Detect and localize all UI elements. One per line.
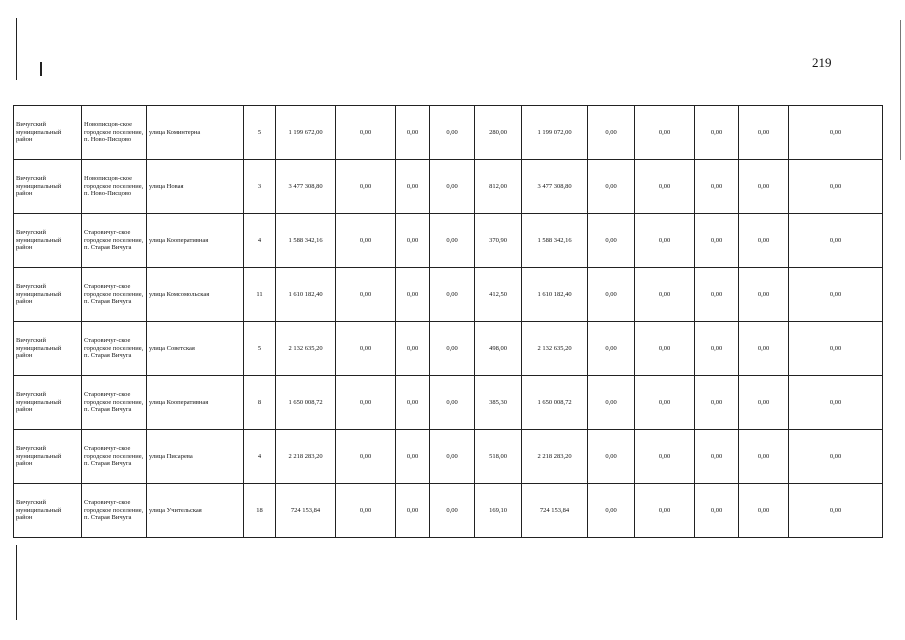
cell-sum: 1 650 008,72 [522,376,588,430]
page-number: 219 [812,55,832,70]
cell-v3: 0,00 [430,322,475,376]
cell-v1: 0,00 [336,484,396,538]
cell-v4: 0,00 [588,214,635,268]
cell-area: 370,90 [475,214,522,268]
table-row [14,106,883,160]
cell-total: 1 610 182,40 [276,268,336,322]
cell-v8: 0,00 [789,214,883,268]
cell-district: Вичугский муниципальный район [14,376,82,430]
cell-settlement: Старовичуг-ское городское поселение, п. Старая Вичуга [82,214,147,268]
cell-v8: 0,00 [789,268,883,322]
cell-house: 11 [244,268,276,322]
cell-total: 2 218 283,20 [276,430,336,484]
cell-v6: 0,00 [695,376,739,430]
cell-area: 498,00 [475,322,522,376]
cell-v1: 0,00 [336,268,396,322]
cell-house: 4 [244,214,276,268]
scan-mark [900,20,901,160]
table-row [14,160,883,214]
scan-mark [16,545,17,620]
cell-street: улица Кооперативная [147,214,244,268]
table-row [14,322,883,376]
cell-v2: 0,00 [396,322,430,376]
cell-v6: 0,00 [695,268,739,322]
cell-v2: 0,00 [396,160,430,214]
cell-settlement: Старовичуг-ское городское поселение, п. Старая Вичуга [82,322,147,376]
cell-v7: 0,00 [739,322,789,376]
cell-v4: 0,00 [588,430,635,484]
cell-area: 385,30 [475,376,522,430]
cell-district: Вичугский муниципальный район [14,268,82,322]
table-row [14,484,883,538]
cell-settlement: Новописцов-ское городское поселение, п. Ново-Писцово [82,160,147,214]
table-row [14,214,883,268]
cell-v6: 0,00 [695,106,739,160]
cell-v6: 0,00 [695,322,739,376]
cell-v2: 0,00 [396,214,430,268]
cell-v7: 0,00 [739,430,789,484]
cell-total: 1 199 672,00 [276,106,336,160]
cell-sum: 2 132 635,20 [522,322,588,376]
cell-street: улица Коминтерна [147,106,244,160]
cell-street: улица Новая [147,160,244,214]
cell-street: улица Кооперативная [147,376,244,430]
cell-v5: 0,00 [635,214,695,268]
cell-street: улица Советская [147,322,244,376]
cell-house: 4 [244,430,276,484]
scan-mark [16,18,17,80]
table-row [14,430,883,484]
cell-area: 812,00 [475,160,522,214]
cell-v5: 0,00 [635,322,695,376]
register-table [13,105,883,538]
cell-v2: 0,00 [396,106,430,160]
cell-v8: 0,00 [789,160,883,214]
cell-v7: 0,00 [739,484,789,538]
cell-v8: 0,00 [789,106,883,160]
cell-total: 1 650 008,72 [276,376,336,430]
cell-v7: 0,00 [739,160,789,214]
table-row [14,268,883,322]
cell-sum: 1 610 182,40 [522,268,588,322]
cell-v5: 0,00 [635,160,695,214]
cell-street: улица Писарева [147,430,244,484]
cell-v3: 0,00 [430,214,475,268]
cell-v7: 0,00 [739,106,789,160]
cell-v8: 0,00 [789,484,883,538]
cell-street: улица Комсомольская [147,268,244,322]
cell-v5: 0,00 [635,268,695,322]
cell-v5: 0,00 [635,430,695,484]
cell-settlement: Старовичуг-ское городское поселение, п. Старая Вичуга [82,376,147,430]
register-body [14,106,883,538]
cell-house: 5 [244,106,276,160]
cell-v7: 0,00 [739,376,789,430]
cell-house: 18 [244,484,276,538]
cell-v3: 0,00 [430,484,475,538]
cell-total: 724 153,84 [276,484,336,538]
cell-v1: 0,00 [336,160,396,214]
cell-v7: 0,00 [739,268,789,322]
table-row [14,376,883,430]
cell-area: 518,00 [475,430,522,484]
cell-v7: 0,00 [739,214,789,268]
cell-v1: 0,00 [336,322,396,376]
cell-settlement: Старовичуг-ское городское поселение, п. Старая Вичуга [82,268,147,322]
cell-house: 3 [244,160,276,214]
cell-v2: 0,00 [396,268,430,322]
cell-v4: 0,00 [588,106,635,160]
cell-street: улица Учительская [147,484,244,538]
cell-house: 8 [244,376,276,430]
cell-v4: 0,00 [588,376,635,430]
cell-v3: 0,00 [430,376,475,430]
cell-v3: 0,00 [430,268,475,322]
cell-district: Вичугский муниципальный район [14,322,82,376]
cell-v4: 0,00 [588,322,635,376]
cell-sum: 2 218 283,20 [522,430,588,484]
cell-sum: 724 153,84 [522,484,588,538]
cell-total: 2 132 635,20 [276,322,336,376]
cell-v8: 0,00 [789,322,883,376]
cell-house: 5 [244,322,276,376]
cell-settlement: Старовичуг-ское городское поселение, п. Старая Вичуга [82,430,147,484]
cell-settlement: Старовичуг-ское городское поселение, п. Старая Вичуга [82,484,147,538]
cell-sum: 1 199 072,00 [522,106,588,160]
cell-v1: 0,00 [336,430,396,484]
cell-area: 280,00 [475,106,522,160]
cell-v5: 0,00 [635,484,695,538]
cell-district: Вичугский муниципальный район [14,484,82,538]
cell-v3: 0,00 [430,160,475,214]
cell-v8: 0,00 [789,376,883,430]
cell-v2: 0,00 [396,484,430,538]
cell-district: Вичугский муниципальный район [14,214,82,268]
cell-total: 3 477 308,80 [276,160,336,214]
cell-area: 412,50 [475,268,522,322]
cell-v6: 0,00 [695,484,739,538]
cell-total: 1 588 342,16 [276,214,336,268]
cell-district: Вичугский муниципальный район [14,430,82,484]
cell-v1: 0,00 [336,376,396,430]
cell-v4: 0,00 [588,268,635,322]
cell-district: Вичугский муниципальный район [14,160,82,214]
cell-sum: 3 477 308,80 [522,160,588,214]
scan-mark [40,62,42,76]
cell-sum: 1 588 342,16 [522,214,588,268]
cell-area: 169,10 [475,484,522,538]
cell-v3: 0,00 [430,430,475,484]
cell-v1: 0,00 [336,214,396,268]
cell-v6: 0,00 [695,214,739,268]
cell-v5: 0,00 [635,106,695,160]
cell-v4: 0,00 [588,160,635,214]
cell-v2: 0,00 [396,376,430,430]
cell-v1: 0,00 [336,106,396,160]
cell-v6: 0,00 [695,430,739,484]
cell-v3: 0,00 [430,106,475,160]
cell-v4: 0,00 [588,484,635,538]
cell-v6: 0,00 [695,160,739,214]
cell-settlement: Новописцов-ское городское поселение, п. Ново-Писцово [82,106,147,160]
cell-v5: 0,00 [635,376,695,430]
cell-district: Вичугский муниципальный район [14,106,82,160]
cell-v8: 0,00 [789,430,883,484]
cell-v2: 0,00 [396,430,430,484]
